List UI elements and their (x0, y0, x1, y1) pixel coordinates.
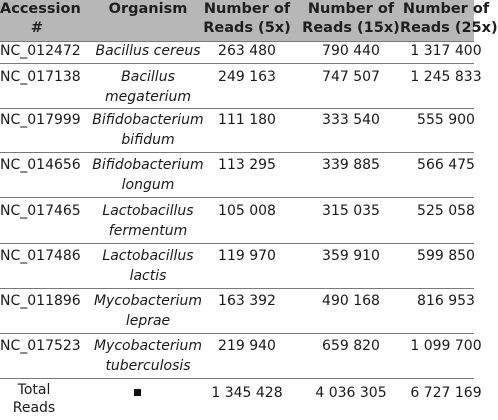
organism-line: lactis (129, 268, 167, 284)
header-reads-5x (196, 0, 298, 38)
reads-5x-cell: 263 480 (218, 43, 276, 59)
reads-5x-cell: 249 163 (218, 69, 276, 85)
total-divider (0, 378, 474, 379)
accession-cell: NC_017465 (0, 203, 81, 219)
organism-line: bifidum (121, 132, 175, 148)
reads-5x-cell: 111 180 (218, 112, 276, 128)
organism-line: Bifidobacterium (92, 112, 204, 128)
header-reads-15x (302, 0, 400, 38)
total-reads-15x: 4 036 305 (315, 385, 387, 401)
organism-line: longum (121, 177, 175, 193)
organism-line: tuberculosis (105, 358, 191, 374)
accession-cell: NC_017138 (0, 69, 81, 85)
header-accession-line2: # (30, 20, 44, 36)
total-label-line: Total (17, 382, 51, 398)
reads-15x-cell: 339 885 (322, 157, 380, 173)
row-divider (0, 333, 474, 334)
accession-cell: NC_012472 (0, 43, 81, 59)
organism-line: Mycobacterium (93, 338, 203, 354)
reads-25x-cell: 525 058 (417, 203, 475, 219)
header-reads-15x-line1: Number of (307, 1, 395, 17)
header-reads-25x (400, 0, 498, 38)
header-reads-25x-line1: Number of (402, 1, 490, 17)
reads-25x-cell: 1 099 700 (410, 338, 482, 354)
row-divider (0, 108, 474, 109)
total-label-line: Reads (12, 400, 56, 416)
header-accession (0, 0, 81, 38)
header-reads-25x-line2: Reads (25x) (400, 20, 498, 36)
reads-5x-cell: 105 008 (218, 203, 276, 219)
reads-15x-cell: 790 440 (322, 43, 380, 59)
reads-15x-cell: 315 035 (322, 203, 380, 219)
total-reads-5x: 1 345 428 (211, 385, 283, 401)
organism-line: Lactobacillus (102, 203, 194, 219)
accession-cell: NC_014656 (0, 157, 81, 173)
organism-line: leprae (125, 313, 171, 329)
organism-cell: Bacillus cereus (95, 43, 201, 59)
reads-15x-cell: 333 540 (322, 112, 380, 128)
header-accession-line1: Accession (0, 1, 81, 17)
reads-5x-cell: 119 970 (218, 248, 276, 264)
row-divider (0, 63, 474, 64)
header-reads-15x-line2: Reads (15x) (302, 20, 400, 36)
reads-25x-cell: 555 900 (417, 112, 475, 128)
reads-15x-cell: 659 820 (322, 338, 380, 354)
reads-25x-cell: 599 850 (417, 248, 475, 264)
accession-cell: NC_017999 (0, 112, 81, 128)
accession-cell: NC_011896 (0, 293, 81, 309)
header-organism (98, 0, 198, 19)
reads-5x-cell: 219 940 (218, 338, 276, 354)
row-divider (0, 152, 474, 153)
organism-line: megaterium (105, 89, 191, 105)
organism-line: Bifidobacterium (92, 157, 204, 173)
organism-line: Bacillus (121, 69, 175, 85)
reads-25x-cell: 1 245 833 (410, 69, 482, 85)
row-divider (0, 243, 474, 244)
accession-cell: NC_017523 (0, 338, 81, 354)
reads-5x-cell: 113 295 (218, 157, 276, 173)
total-reads-25x: 6 727 169 (410, 385, 482, 401)
accession-cell: NC_017486 (0, 248, 81, 264)
reads-25x-cell: 1 317 400 (410, 43, 482, 59)
reads-15x-cell: 747 507 (322, 69, 380, 85)
reads-25x-cell: 566 475 (417, 157, 475, 173)
reads-25x-cell: 816 953 (417, 293, 475, 309)
header-reads-5x-line1: Number of (203, 1, 291, 17)
reads-15x-cell: 359 910 (322, 248, 380, 264)
row-divider (0, 288, 474, 289)
row-divider (0, 197, 474, 198)
header-organism-text: Organism (108, 1, 188, 17)
reads-15x-cell: 490 168 (322, 293, 380, 309)
organism-line: Mycobacterium (93, 293, 203, 309)
organism-line: Lactobacillus (102, 248, 194, 264)
total-label (0, 381, 68, 417)
reads-5x-cell: 163 392 (218, 293, 276, 309)
filled-square-icon (134, 389, 141, 396)
header-reads-5x-line2: Reads (5x) (203, 20, 291, 36)
organism-line: fermentum (108, 223, 188, 239)
